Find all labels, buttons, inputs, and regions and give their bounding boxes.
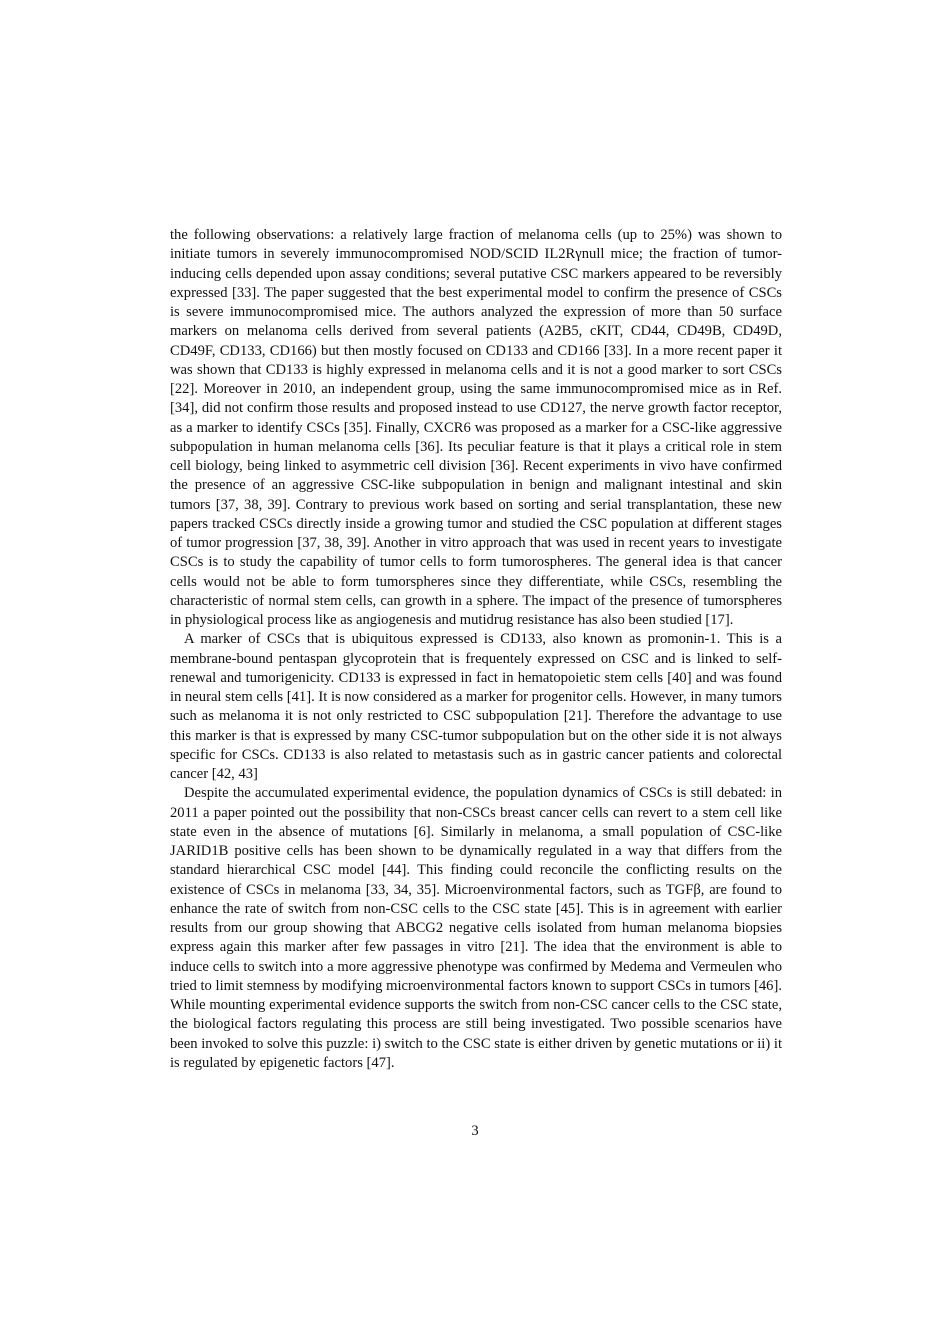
paragraph-3: Despite the accumulated experimental evidence, the population dynamics of CSCs is still debated: in 2011 a paper pointed out the possibility that non-CSCs breast cancer cells can revert to a stem cell like state even in the absence of mutations [6]. Similarly in melanoma, a small population of CSC-like JARID1B positive cells has been shown to be dynamically regulated in a way that differs from the standard hierarchical CSC model [44]. This finding could reconcile the conflicting results on the existence of CSCs in melanoma [33, 34, 35]. Microenvironmental factors, such as TGFβ, are found to enhance the rate of switch from non-CSC cells to the CSC state [45]. This is in agreement with earlier results from our group showing that ABCG2 negative cells isolated from human melanoma biopsies express again this marker after few passages in vitro [21]. The idea that the environment is able to induce cells to switch into a more aggressive phenotype was confirmed by Medema and Vermeulen who tried to limit stemness by modifying microenvironmental factors known to support CSCs in tumors [46]. While mounting experimental evidence supports the switch from non-CSC cancer cells to the CSC state, the biological factors regulating this process are still being investigated. Two possible scenarios have been invoked to solve this puzzle: i) switch to the CSC state is either driven by genetic mutations or ii) it is regulated by epigenetic factors [47]. xyxy=(170,785,782,1071)
paragraph-1: the following observations: a relatively large fraction of melanoma cells (up to 25%) was shown to initiate tumors in severely immunocompromised NOD/SCID IL2Rγnull mice; the fraction of tumor-inducing cells depended upon assay conditions; several putative CSC markers appeared to be reversibly expressed [33]. The paper suggested that the best experimental model to confirm the presence of CSCs is severe immunocompromised mice. The authors analyzed the expression of more than 50 surface markers on melanoma cells derived from several patients (A2B5, cKIT, CD44, CD49B, CD49D, CD49F, CD133, CD166) but then mostly focused on CD133 and CD166 [33]. In a more recent paper it was shown that CD133 is highly expressed in melanoma cells and it is not a good marker to sort CSCs [22]. Moreover in 2010, an independent group, using the same immunocompromised mice as in Ref. [34], did not confirm those results and proposed instead to use CD127, the nerve growth factor receptor, as a marker to identify CSCs [35]. Finally, CXCR6 was proposed as a marker for a CSC-like aggressive subpopulation in human melanoma cells [36]. Its peculiar feature is that it plays a critical role in stem cell biology, being linked to asymmetric cell division [36]. Recent experiments in vivo have confirmed the presence of an aggressive CSC-like subpopulation in benign and malignant intestinal and skin tumors [37, 38, 39]. Contrary to previous work based on sorting and serial transplantation, these new papers tracked CSCs directly inside a growing tumor and studied the CSC population at different stages of tumor progression [37, 38, 39]. Another in vitro approach that was used in recent years to investigate CSCs is to study the capability of tumor cells to form tumorospheres. The general idea is that cancer cells would not be able to form tumorspheres since they differentiate, while CSCs, resembling the characteristic of normal stem cells, can growth in a sphere. The impact of the presence of tumorspheres in physiological process like as angiogenesis and mutidrug resistance has also been studied [17]. xyxy=(170,227,782,628)
page-body xyxy=(170,226,782,1073)
page-number: 3 xyxy=(471,1123,479,1139)
paragraph-2: A marker of CSCs that is ubiquitous expressed is CD133, also known as promonin-1. This is a membrane-bound pentaspan glycoprotein that is frequentely expressed on CSC and is linked to self-renewal and tumorigenicity. CD133 is expressed in fact in hematopoietic stem cells [40] and was found in neural stem cells [41]. It is now considered as a marker for progenitor cells. However, in many tumors such as melanoma it is not only restricted to CSC subpopulation [21]. Therefore the advantage to use this marker is that is expressed by many CSC-tumor subpopulation but on the other side it is not always specific for CSCs. CD133 is also related to metastasis such as in gastric cancer patients and colorectal cancer [42, 43] xyxy=(170,631,782,782)
